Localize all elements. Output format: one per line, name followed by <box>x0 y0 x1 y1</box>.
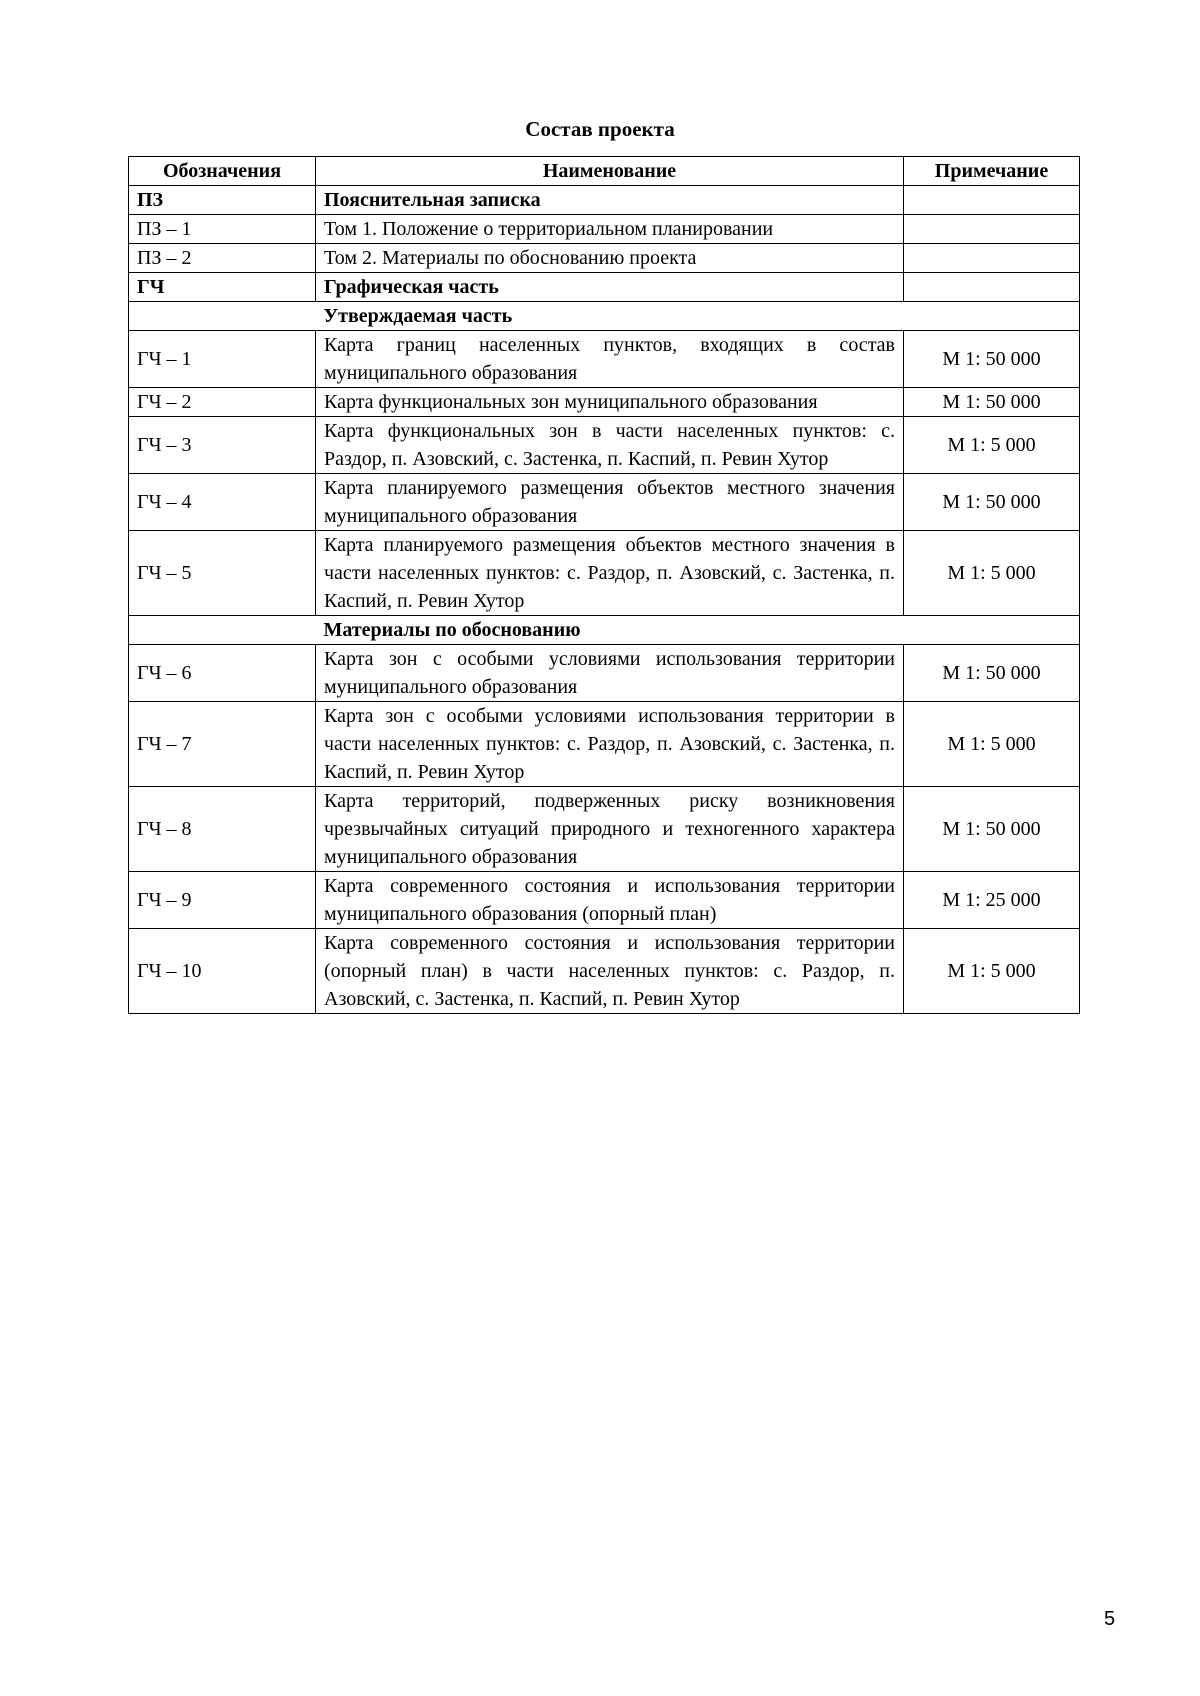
row-name: Пояснительная записка <box>316 186 904 215</box>
row-code: ПЗ <box>129 186 316 215</box>
table-row <box>129 244 1080 273</box>
row-name: Графическая часть <box>316 273 904 302</box>
row-code: ГЧ – 3 <box>129 417 316 474</box>
row-note: М 1: 50 000 <box>904 645 1080 702</box>
header-name: Наименование <box>316 157 904 186</box>
row-name: Карта зон с особыми условиями использования территории в части населенных пунктов: с. Раздор, п. Азовский, с. Застенка, п. Каспий, п. Ревин Хутор <box>316 702 904 787</box>
row-name: Карта современного состояния и использования территории муниципального образования (опорный план) <box>316 872 904 929</box>
row-note: М 1: 25 000 <box>904 872 1080 929</box>
header-note: Примечание <box>904 157 1080 186</box>
row-note: М 1: 50 000 <box>904 474 1080 531</box>
row-code: ГЧ – 1 <box>129 331 316 388</box>
row-note: М 1: 50 000 <box>904 331 1080 388</box>
table-row <box>129 331 1080 388</box>
section-row <box>129 616 1080 645</box>
row-code: ПЗ – 2 <box>129 244 316 273</box>
page-number: 5 <box>1104 1608 1116 1630</box>
row-note <box>904 273 1080 302</box>
row-note <box>904 244 1080 273</box>
row-code: ГЧ <box>129 273 316 302</box>
row-note: М 1: 5 000 <box>904 929 1080 1014</box>
row-name: Карта планируемого размещения объектов местного значения муниципального образования <box>316 474 904 531</box>
row-code: ГЧ – 10 <box>129 929 316 1014</box>
table-row <box>129 872 1080 929</box>
table-row <box>129 645 1080 702</box>
row-code: ГЧ – 7 <box>129 702 316 787</box>
row-name: Карта планируемого размещения объектов местного значения в части населенных пунктов: с. Раздор, п. Азовский, с. Застенка, п. Каспий, п. Ревин Хутор <box>316 531 904 616</box>
section-title: Материалы по обоснованию <box>316 616 1080 645</box>
row-code: ГЧ – 5 <box>129 531 316 616</box>
table-row <box>129 186 1080 215</box>
row-note: М 1: 5 000 <box>904 417 1080 474</box>
row-note: М 1: 50 000 <box>904 388 1080 417</box>
document-title: Состав проекта <box>525 117 675 141</box>
table-row <box>129 273 1080 302</box>
row-note <box>904 215 1080 244</box>
project-composition-table <box>128 156 1080 1014</box>
row-name: Карта функциональных зон муниципального образования <box>316 388 904 417</box>
table-row <box>129 417 1080 474</box>
table-body <box>129 186 1080 1014</box>
row-code: ГЧ – 6 <box>129 645 316 702</box>
section-row <box>129 302 1080 331</box>
row-name: Карта территорий, подверженных риску возникновения чрезвычайных ситуаций природного и техногенного характера муниципального образования <box>316 787 904 872</box>
row-note: М 1: 50 000 <box>904 787 1080 872</box>
row-code: ПЗ – 1 <box>129 215 316 244</box>
row-name: Том 2. Материалы по обоснованию проекта <box>316 244 904 273</box>
row-code: ГЧ – 4 <box>129 474 316 531</box>
table-row <box>129 929 1080 1014</box>
table-header-row <box>129 157 1080 186</box>
table-row <box>129 388 1080 417</box>
row-code <box>129 616 316 645</box>
table-row <box>129 787 1080 872</box>
row-name: Карта современного состояния и использования территории (опорный план) в части населенных пунктов: с. Раздор, п. Азовский, с. Застенка, п. Каспий, п. Ревин Хутор <box>316 929 904 1014</box>
row-name: Карта границ населенных пунктов, входящих в состав муниципального образования <box>316 331 904 388</box>
row-code <box>129 302 316 331</box>
row-note: М 1: 5 000 <box>904 702 1080 787</box>
row-name: Том 1. Положение о территориальном планировании <box>316 215 904 244</box>
row-name: Карта зон с особыми условиями использования территории муниципального образования <box>316 645 904 702</box>
row-name: Карта функциональных зон в части населенных пунктов: с. Раздор, п. Азовский, с. Застенка, п. Каспий, п. Ревин Хутор <box>316 417 904 474</box>
row-code: ГЧ – 2 <box>129 388 316 417</box>
row-note: М 1: 5 000 <box>904 531 1080 616</box>
table-row <box>129 702 1080 787</box>
row-code: ГЧ – 8 <box>129 787 316 872</box>
row-code: ГЧ – 9 <box>129 872 316 929</box>
table-row <box>129 531 1080 616</box>
section-title: Утверждаемая часть <box>316 302 1080 331</box>
table-row <box>129 474 1080 531</box>
header-code: Обозначения <box>129 157 316 186</box>
table-row <box>129 215 1080 244</box>
row-note <box>904 186 1080 215</box>
